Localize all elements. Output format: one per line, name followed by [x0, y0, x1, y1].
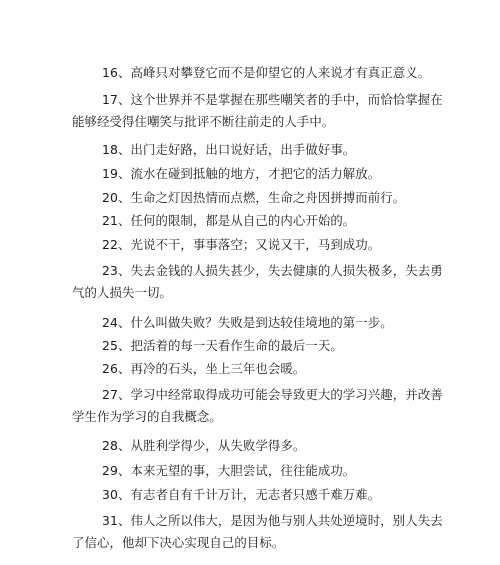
list-item [72, 312, 432, 334]
item-number: 28、 [102, 438, 131, 453]
item-text: 伟人之所以伟大，是因为他与别人共处逆境时，别人失去 [130, 513, 443, 528]
list-item [72, 435, 432, 457]
list-item [72, 460, 432, 482]
item-text: 出门走好路，出口说好话，出手做好事。 [130, 142, 356, 157]
list-item [72, 234, 432, 256]
item-text: 流水在碰到抵触的地方，才把它的活力解放。 [130, 166, 381, 181]
list-item [72, 510, 443, 554]
item-text: 生命之灯因热情而点燃，生命之舟因拼搏而前行。 [130, 190, 406, 205]
list-item [72, 384, 443, 428]
item-number: 29、 [102, 463, 131, 478]
item-text: 学习中经常取得成功可能会导致更大的学习兴趣，并改善 [130, 387, 443, 402]
item-text: 从胜利学得少，从失败学得多。 [130, 438, 306, 453]
item-number: 17、 [102, 92, 131, 107]
item-text: 这个世界并不是掌握在那些嘲笑者的手中，而恰恰掌握在 [130, 92, 443, 107]
item-number: 27、 [102, 387, 131, 402]
item-text: 再冷的石头，坐上三年也会暖。 [130, 361, 306, 376]
list-item [72, 260, 443, 304]
item-number: 25、 [102, 338, 131, 353]
item-number: 20、 [102, 190, 131, 205]
item-text-continued: 能够经受得住嘲笑与批评不断往前走的人手中。 [72, 114, 335, 129]
item-text: 本来无望的事，大胆尝试，往往能成功。 [130, 463, 356, 478]
list-item [72, 484, 432, 506]
list-item [72, 139, 432, 161]
item-text-continued: 了信心，他却下决心实现自己的目标。 [72, 535, 285, 550]
list-item [72, 335, 432, 357]
item-number: 16、 [102, 65, 131, 80]
item-number: 22、 [102, 237, 131, 252]
list-item [72, 62, 432, 84]
item-number: 23、 [102, 263, 131, 278]
item-number: 31、 [102, 513, 131, 528]
list-item [72, 210, 432, 232]
list-item [72, 89, 443, 133]
item-text: 高峰只对攀登它而不是仰望它的人来说才有真正意义。 [130, 65, 431, 80]
item-number: 30、 [102, 487, 131, 502]
item-text-continued: 学生作为学习的自我概念。 [72, 409, 222, 424]
item-number: 24、 [102, 315, 131, 330]
list-item [72, 163, 432, 185]
item-text-continued: 气的人损失一切。 [72, 285, 172, 300]
item-number: 21、 [102, 213, 131, 228]
item-number: 19、 [102, 166, 131, 181]
item-text: 什么叫做失败？失败是到达较佳境地的第一步。 [130, 315, 393, 330]
item-number: 18、 [102, 142, 131, 157]
list-item [72, 187, 432, 209]
item-number: 26、 [102, 361, 131, 376]
item-text: 把活着的每一天看作生命的最后一天。 [130, 338, 343, 353]
item-text: 失去金钱的人损失甚少，失去健康的人损失极多，失去勇 [130, 263, 443, 278]
item-text: 有志者自有千计万计，无志者只感千难万难。 [130, 487, 381, 502]
list-item [72, 358, 432, 380]
item-text: 任何的限制，都是从自己的内心开始的。 [130, 213, 356, 228]
item-text: 光说不干，事事落空；又说又干，马到成功。 [130, 237, 381, 252]
